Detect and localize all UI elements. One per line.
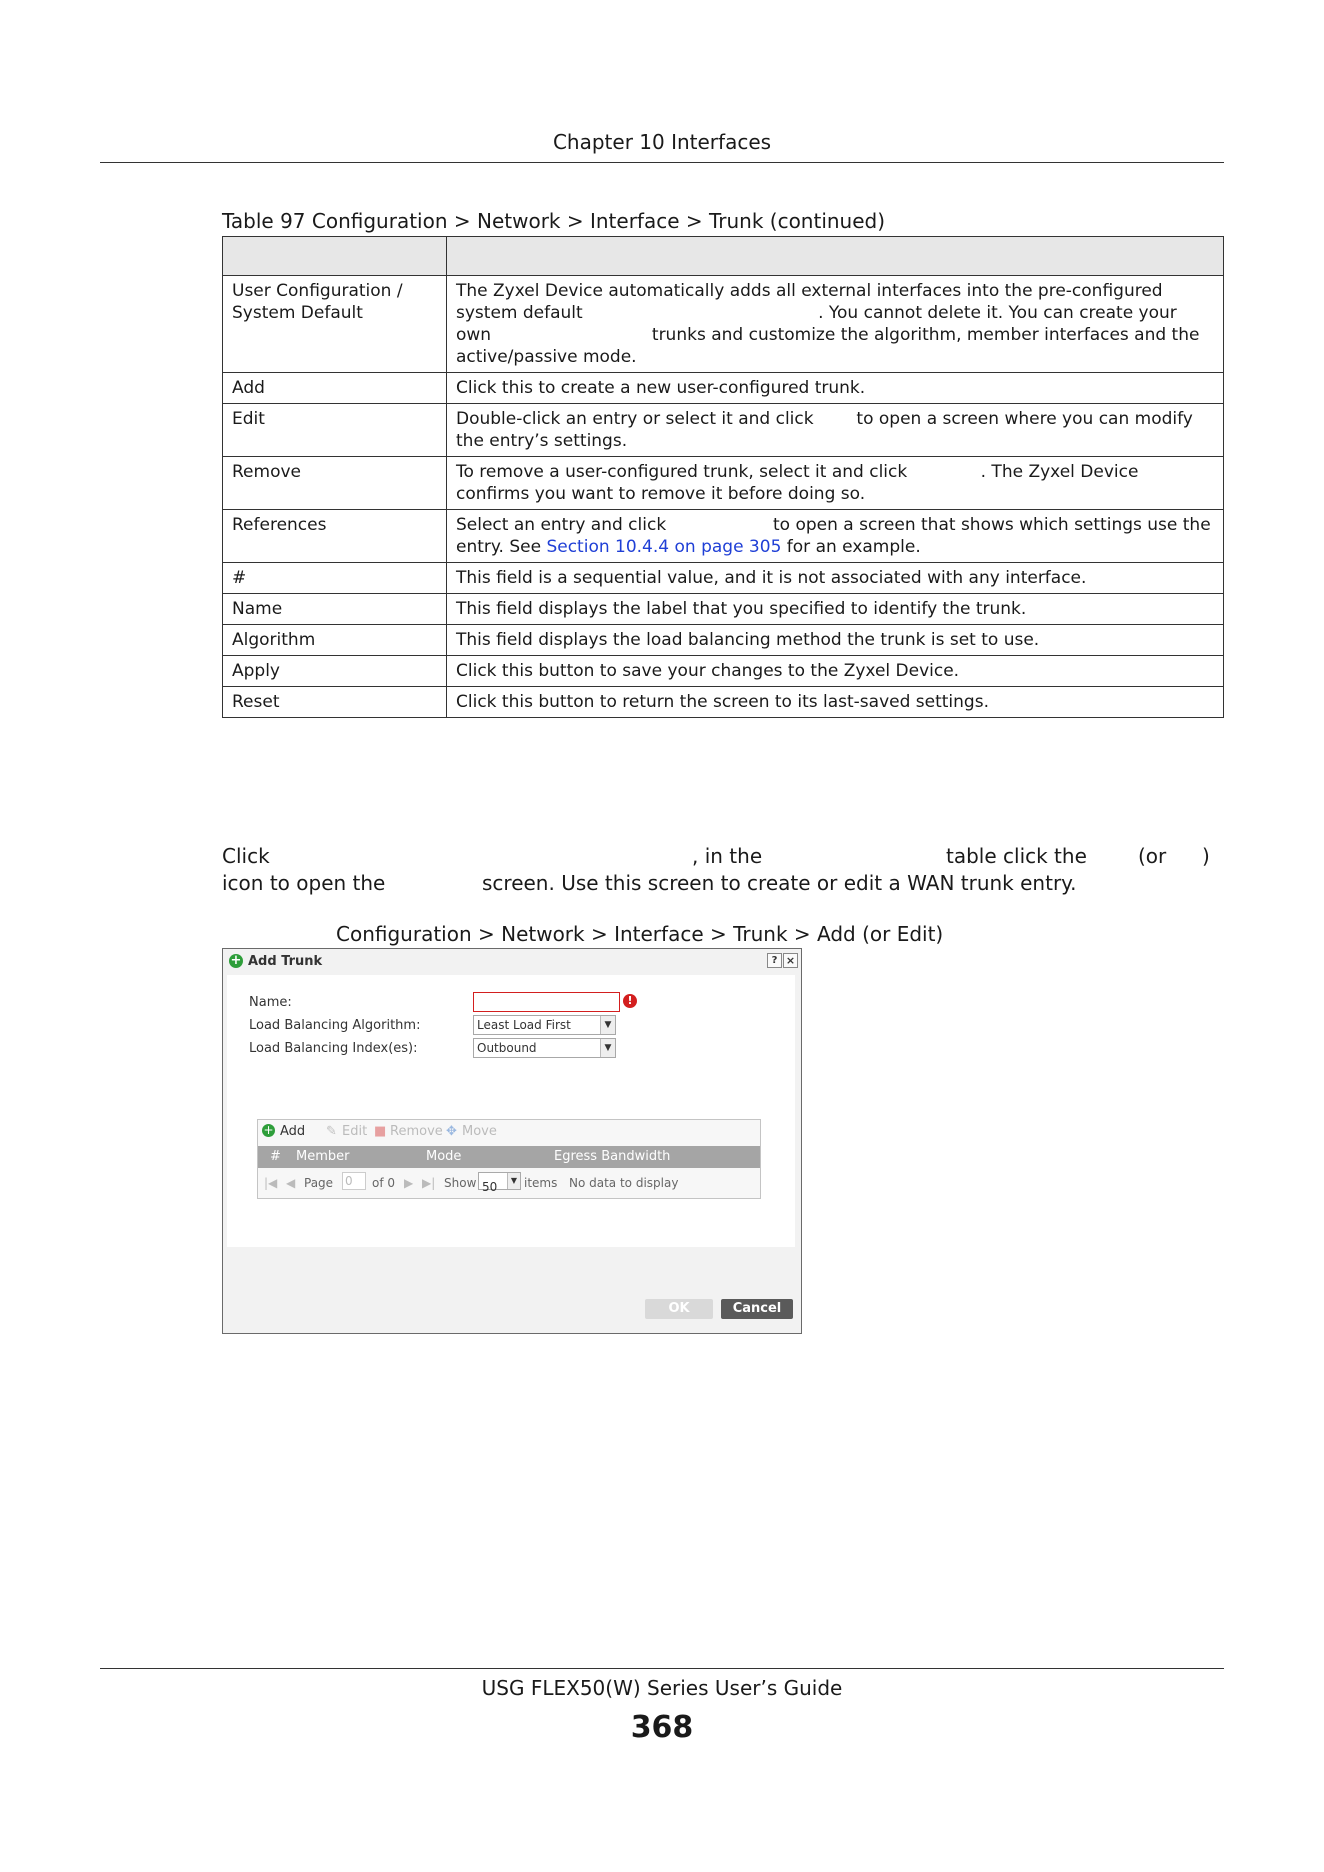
page-number: 368 bbox=[630, 1710, 694, 1745]
close-icon[interactable]: × bbox=[783, 953, 798, 968]
table-row bbox=[223, 687, 1224, 718]
member-grid bbox=[257, 1119, 761, 1199]
header-rule bbox=[100, 162, 1224, 163]
move-button[interactable]: Move bbox=[462, 1124, 497, 1139]
para-fragment: (or bbox=[1138, 844, 1167, 868]
empty-message: No data to display bbox=[569, 1176, 679, 1190]
header-cell bbox=[223, 237, 447, 276]
edit-button[interactable]: Edit bbox=[342, 1124, 368, 1139]
algorithm-value: Least Load First bbox=[477, 1018, 571, 1032]
reference-table bbox=[222, 236, 1224, 718]
row-description: This field is a sequential value, and it is not associated with any interface. bbox=[447, 563, 1224, 594]
grid-pager bbox=[258, 1170, 760, 1196]
chevron-down-icon: ▼ bbox=[600, 1039, 615, 1057]
error-icon: ! bbox=[623, 994, 637, 1008]
para-fragment: ) bbox=[1202, 844, 1210, 868]
para-fragment: screen. Use this screen to create or edit a WAN trunk entry. bbox=[482, 871, 1077, 895]
row-label: Reset bbox=[223, 687, 447, 718]
row-label: Name bbox=[223, 594, 447, 625]
items-label: items bbox=[524, 1176, 558, 1190]
figure-caption: Configuration > Network > Interface > Trunk > Add (or Edit) bbox=[336, 922, 944, 946]
chapter-header: Chapter 10 Interfaces bbox=[552, 130, 772, 154]
col-number[interactable]: # bbox=[270, 1149, 281, 1164]
row-label: Remove bbox=[223, 457, 447, 510]
grid-header bbox=[258, 1146, 760, 1168]
help-icon[interactable]: ? bbox=[767, 953, 782, 968]
row-description: This field displays the load balancing method the trunk is set to use. bbox=[447, 625, 1224, 656]
page-size-value: 50 bbox=[482, 1180, 498, 1194]
col-egress[interactable]: Egress Bandwidth bbox=[554, 1149, 671, 1164]
cancel-button[interactable]: Cancel bbox=[721, 1299, 793, 1319]
table-row bbox=[223, 594, 1224, 625]
table-row bbox=[223, 373, 1224, 404]
table-row bbox=[223, 457, 1224, 510]
table-caption: Table 97 Configuration > Network > Interface > Trunk (continued) bbox=[222, 209, 886, 233]
table-row bbox=[223, 656, 1224, 687]
algorithm-select[interactable] bbox=[473, 1015, 616, 1035]
move-icon: ✥ bbox=[446, 1124, 457, 1139]
para-fragment: icon to open the bbox=[222, 871, 386, 895]
row-description: Select an entry and click to open a screen that shows which settings use the entry. See Section 10.4.4 on page 305 for an example. bbox=[447, 510, 1224, 563]
page-label: Page bbox=[304, 1176, 334, 1190]
col-member[interactable]: Member bbox=[296, 1149, 350, 1164]
add-circle-icon: + bbox=[230, 953, 242, 968]
row-label: Apply bbox=[223, 656, 447, 687]
table-row bbox=[223, 563, 1224, 594]
page-total: of 0 bbox=[372, 1176, 396, 1190]
section-link[interactable]: Section 10.4.4 on page 305 bbox=[546, 537, 782, 557]
name-label: Name: bbox=[249, 995, 292, 1010]
table-row bbox=[223, 510, 1224, 563]
row-label: References bbox=[223, 510, 447, 563]
footer-rule bbox=[100, 1668, 1224, 1669]
chevron-down-icon: ▼ bbox=[600, 1016, 615, 1034]
header-cell bbox=[447, 237, 1224, 276]
row-label: User Configuration / System Default bbox=[223, 276, 447, 373]
para-fragment: table click the bbox=[946, 844, 1087, 868]
chevron-down-icon: ▼ bbox=[507, 1173, 520, 1189]
row-description: To remove a user-configured trunk, select it and click . The Zyxel Device confirms you want to remove it before doing so. bbox=[447, 457, 1224, 510]
dialog-titlebar bbox=[223, 949, 801, 975]
grid-toolbar bbox=[258, 1120, 760, 1144]
row-description: Click this to create a new user-configured trunk. bbox=[447, 373, 1224, 404]
algorithm-label: Load Balancing Algorithm: bbox=[249, 1018, 421, 1033]
edit-icon: ✎ bbox=[326, 1124, 337, 1139]
para-word-click: Click bbox=[222, 844, 270, 868]
table-row bbox=[223, 625, 1224, 656]
page-input[interactable]: 0 bbox=[342, 1172, 366, 1190]
dialog-title: Add Trunk bbox=[248, 954, 323, 969]
page-size-select[interactable] bbox=[478, 1172, 521, 1194]
row-label: Algorithm bbox=[223, 625, 447, 656]
trash-icon: ■ bbox=[374, 1124, 387, 1139]
para-fragment: , in the bbox=[692, 844, 763, 868]
add-button[interactable]: Add bbox=[280, 1124, 306, 1139]
index-label: Load Balancing Index(es): bbox=[249, 1041, 418, 1056]
dialog-body bbox=[227, 975, 795, 1247]
col-mode[interactable]: Mode bbox=[426, 1149, 462, 1164]
table-row bbox=[223, 276, 1224, 373]
last-page-icon[interactable]: ▶| bbox=[422, 1176, 436, 1190]
row-label: Add bbox=[223, 373, 447, 404]
row-label: # bbox=[223, 563, 447, 594]
row-description: Click this button to save your changes to the Zyxel Device. bbox=[447, 656, 1224, 687]
row-label: Edit bbox=[223, 404, 447, 457]
index-value: Outbound bbox=[477, 1041, 537, 1055]
name-input[interactable] bbox=[473, 992, 620, 1012]
show-label: Show bbox=[444, 1176, 477, 1190]
table-header-row bbox=[223, 237, 1224, 276]
prev-page-icon[interactable]: ◀ bbox=[286, 1176, 296, 1190]
add-trunk-dialog bbox=[222, 948, 802, 1334]
add-icon: + bbox=[263, 1123, 274, 1137]
remove-button[interactable]: Remove bbox=[390, 1124, 443, 1139]
row-description: The Zyxel Device automatically adds all external interfaces into the pre-configured system default . You cannot delete it. You can create your own trunks and customize the algorithm, member interfaces and the active/passive mode. bbox=[447, 276, 1224, 373]
row-description: Click this button to return the screen to its last-saved settings. bbox=[447, 687, 1224, 718]
guide-title: USG FLEX50(W) Series User’s Guide bbox=[481, 1676, 843, 1700]
row-description: Double-click an entry or select it and click to open a screen where you can modify the entry’s settings. bbox=[447, 404, 1224, 457]
index-select[interactable] bbox=[473, 1038, 616, 1058]
next-page-icon[interactable]: ▶ bbox=[404, 1176, 414, 1190]
ok-button[interactable]: OK bbox=[645, 1299, 713, 1319]
row-description: This field displays the label that you specified to identify the trunk. bbox=[447, 594, 1224, 625]
table-row bbox=[223, 404, 1224, 457]
first-page-icon[interactable]: |◀ bbox=[264, 1176, 278, 1190]
